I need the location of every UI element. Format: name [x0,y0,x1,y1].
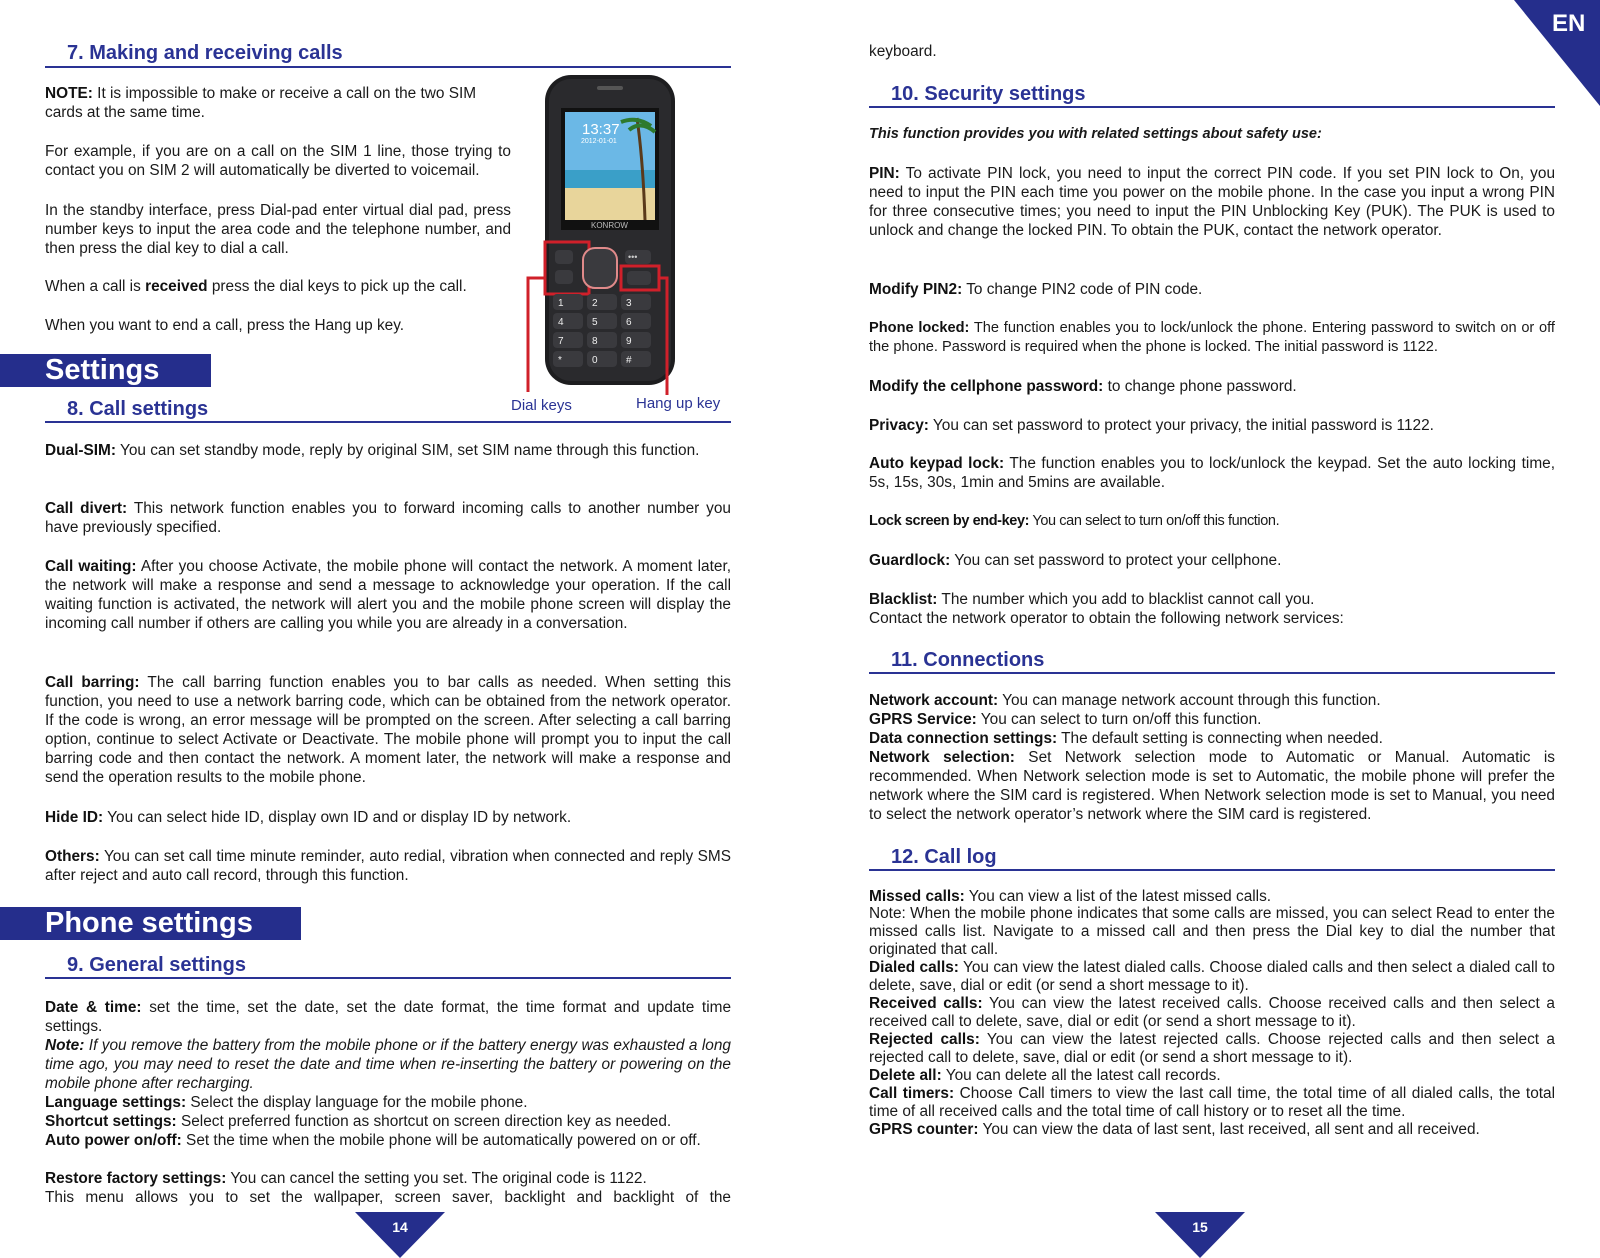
sec8-call-barring: Call barring: The call barring function enables you to bar calls as needed. When setting this function, you need to use a network barring code, which can be obtained from the network operator. If the code is wrong, an error message will be prompted on the screen. After selecting a call barring option, continue to select Activate or Deactivate. The mobile phone will prompt you to input the call barring code and then contact the network. A moment later, the network will make a response and send the operation results to the mobile phone. [45,674,731,786]
phone-illustration [525,70,725,400]
sec9-menu: This menu allows you to set the wallpaper, screen saver, backlight and backlight of the [45,1189,731,1206]
sec10-contact: Contact the network operator to obtain the following network services: [869,610,1344,627]
phone-date: 2012-01-01 [581,138,617,145]
sec11-network-account: Network account: You can manage network account through this function. [869,692,1381,709]
sec10-pin: PIN: To activate PIN lock, you need to input the correct PIN code. If you set PIN lock to On, you need to input the PIN each time you power on the mobile phone. In the case you input a wrong PIN for three consecutive times; you need to input the PIN Unblocking Key (PUK). The PUK is used to unlock and change the locked PIN. To obtain the PUK, contact the network operator. [869,165,1555,239]
sec10-auto-keypad-lock: Auto keypad lock: The function enables you to lock/unlock the keypad. Set the auto locking time, 5s, 15s, 30s, 1min and 5mins are available. [869,455,1555,491]
svg-text:•••: ••• [628,252,638,262]
section-12-title: 12. Call log [869,845,1555,871]
svg-text:5: 5 [592,317,598,328]
sec8-others: Others: You can set call time minute reminder, auto redial, vibration when connected and reply SMS after reject and auto call record, through this function. [45,848,731,884]
section-11-title: 11. Connections [869,648,1555,674]
sec7-p2: In the standby interface, press Dial-pad enter virtual dial pad, press number keys to input the area code and the telephone number, and then press the dial key to dial a call. [45,202,511,257]
svg-text:8: 8 [592,336,598,347]
sec10-guardlock: Guardlock: You can set password to protect your cellphone. [869,552,1282,569]
sec8-hide-id: Hide ID: You can select hide ID, display own ID and or display ID by network. [45,809,572,826]
svg-text:#: # [626,355,632,366]
svg-text:6: 6 [626,317,632,328]
sec10-modify-password: Modify the cellphone password: to change phone password. [869,378,1297,395]
sec12-rejected: Rejected calls: You can view the latest rejected calls. Choose rejected calls and then select a rejected call to delete, save, dial or edit (or send a short message to it). [869,1031,1555,1066]
sec7-p1: For example, if you are on a call on the SIM 1 line, those trying to contact you on SIM 2 will automatically be diverted to voicemail. [45,143,511,179]
svg-text:0: 0 [592,355,598,366]
sec10-privacy: Privacy: You can set password to protect your privacy, the initial password is 1122. [869,417,1434,434]
sec10-intro: This function provides you with related settings about safety use: [869,126,1322,142]
sec11-network-selection: Network selection: Set Network selection mode to Automatic or Manual. Automatic is recommended. When Network selection mode is set to Automatic, the mobile phone will prefer the network where the SIM card is registered. When Network selection mode is set to Manual, you need to select the network operator’s network where the SIM card is registered. [869,749,1555,823]
keyboard-continued: keyboard. [869,43,937,60]
sec10-lock-screen: Lock screen by end-key: You can select to turn on/off this function. [869,513,1280,529]
svg-text:7: 7 [558,336,564,347]
sec11-gprs-service: GPRS Service: You can select to turn on/off this function. [869,711,1262,728]
hang-up-key-label: Hang up key [636,395,721,412]
sec11-data-connection: Data connection settings: The default setting is connecting when needed. [869,730,1383,747]
sec10-blacklist: Blacklist: The number which you add to blacklist cannot call you. [869,591,1315,608]
dial-keys-label: Dial keys [511,397,572,414]
sec10-modify-pin2: Modify PIN2: To change PIN2 code of PIN code. [869,281,1203,298]
sec9-shortcut: Shortcut settings: Select preferred function as shortcut on screen direction key as needed. [45,1113,672,1130]
sec7-p4: When you want to end a call, press the Hang up key. [45,317,405,334]
svg-text:2: 2 [592,298,598,309]
sec7-note: NOTE: It is impossible to make or receive a call on the two SIM cards at the same time. [45,85,477,121]
svg-text:*: * [558,355,562,366]
sec12-dialed: Dialed calls: You can view the latest dialed calls. Choose dialed calls and then select a dialed call to delete, save, dial or edit (or send a short message to it). [869,959,1555,994]
sec7-p3: When a call is received press the dial keys to pick up the call. [45,278,467,295]
page-number-right: 15 [1192,1219,1208,1235]
sec9-restore: Restore factory settings: You can cancel the setting you set. The original code is 1122. [45,1170,647,1187]
page-number-left: 14 [392,1219,408,1235]
sec8-call-waiting: Call waiting: After you choose Activate, the mobile phone will contact the network. A moment later, the network will make a response and send a message to acknowledge your operation. If the call waiting function is activated, the network will alert you and the mobile phone screen will display the incoming call number if others are calling you while you are already in a conversation. [45,558,731,632]
section-10-title: 10. Security settings [869,82,1555,108]
svg-text:1: 1 [558,298,564,309]
sec8-call-divert: Call divert: This network function enables you to forward incoming calls to another number you have previously specified. [45,500,731,536]
language-tag: EN [1552,10,1586,37]
svg-text:9: 9 [626,336,632,347]
settings-banner: Settings [0,354,211,387]
phone-brand: KONROW [591,221,628,230]
sec9-auto-power: Auto power on/off: Set the time when the mobile phone will be automatically powered on or off. [45,1132,701,1149]
sec9-note: Note: If you remove the battery from the mobile phone or if the battery energy was exhausted a long time ago, you may need to reset the date and time when re-inserting the battery or powering on the mobile phone after recharging. [45,1037,731,1092]
svg-text:4: 4 [558,317,564,328]
phone-settings-banner: Phone settings [0,907,301,940]
section-9-title: 9. General settings [45,953,731,979]
sec12-received: Received calls: You can view the latest received calls. Choose received calls and then select a received call to delete, save, dial or edit (or send a short message to it). [869,995,1555,1030]
phone-clock: 13:37 [582,121,620,138]
sec12-gprs-counter: GPRS counter: You can view the data of last sent, last received, all sent and all received. [869,1121,1480,1138]
svg-text:3: 3 [626,298,632,309]
sec12-missed: Missed calls: You can view a list of the latest missed calls. [869,888,1272,905]
sec8-dual-sim: Dual-SIM: You can set standby mode, reply by original SIM, set SIM name through this function. [45,442,700,459]
sec9-language: Language settings: Select the display language for the mobile phone. [45,1094,528,1111]
section-8-title: 8. Call settings [45,397,731,423]
sec12-delete-all: Delete all: You can delete all the latest call records. [869,1067,1221,1084]
sec9-date-time: Date & time: set the time, set the date, set the date format, the time format and update time settings. [45,999,732,1035]
sec12-call-timers: Call timers: Choose Call timers to view the last call time, the total time of all dialed calls, the total time of all received calls and the total time of call history or to reset all the time. [869,1085,1556,1120]
sec10-phone-locked: Phone locked: The function enables you to lock/unlock the phone. Entering password to switch on or off the phone. Password is required when the phone is locked. The initial password is 1122. [869,320,1555,355]
section-7-title: 7. Making and receiving calls [45,41,731,68]
sec12-note: Note: When the mobile phone indicates that some calls are missed, you can select Read to enter the missed calls list. Navigate to a missed call and then press the Dial key to dial the number that originated that call. [869,905,1555,958]
